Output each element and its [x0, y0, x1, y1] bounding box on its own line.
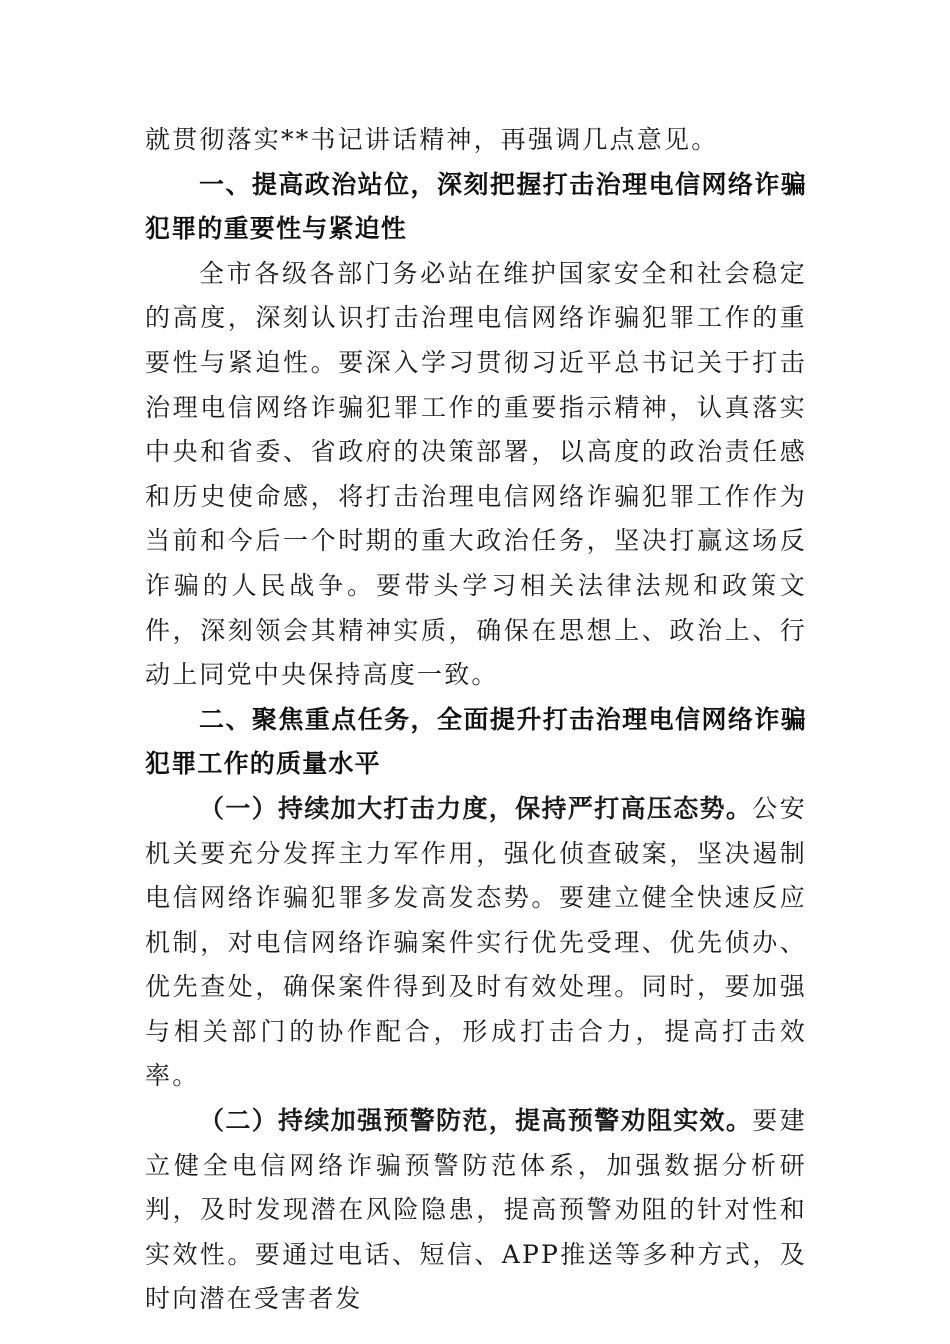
subsection-title-1: （一）持续加大打击力度，保持严打高压态势。: [199, 793, 753, 823]
section-heading-2: 二、聚焦重点任务，全面提升打击治理电信网络诈骗犯罪工作的质量水平: [145, 704, 807, 779]
paragraph-section-1: 全市各级各部门务必站在维护国家安全和社会稳定的高度，深刻认识打击治理电信网络诈骗犯罪工作的重要性与紧迫性。要深入学习贯彻习近平总书记关于打击治理电信网络诈骗犯罪工作的重要指示精神，认真落实中央和省委、省政府的决策部署，以高度的政治责任感和历史使命感，将打击治理电信网络诈骗犯罪工作作为当前和今后一个时期的重大政治任务，坚决打赢这场反诈骗的人民战争。要带头学习相关法律法规和政策文件，深刻领会其精神实质，确保在思想上、政治上、行动上同党中央保持高度一致。: [145, 258, 807, 690]
paragraph-subsection-2: [145, 1099, 807, 1322]
paragraph-intro: 就贯彻落实**书记讲话精神，再强调几点意见。: [145, 125, 719, 154]
subsection-body-1: 公安机关要充分发挥主力军作用，强化侦查破案，坚决遏制电信网络诈骗犯罪多发高发态势。要建立健全快速反应机制，对电信网络诈骗案件实行优先受理、优先侦办、优先查处，确保案件得到及时有效处理。同时，要加强与相关部门的协作配合，形成打击合力，提高打击效率。: [145, 793, 807, 1091]
document-body: [145, 118, 807, 1322]
paragraph-subsection-1: [145, 787, 807, 1099]
subsection-title-2: （二）持续加强预警防范，提高预警劝阻实效。: [199, 1106, 753, 1136]
subsection-body-2: 要建立健全电信网络诈骗预警防范体系，加强数据分析研判，及时发现潜在风险隐患，提高预警劝阻的针对性和实效性。要通过电话、短信、APP推送等多种方式，及时向潜在受害者发: [145, 1106, 807, 1314]
section-heading-1: 一、提高政治站位，深刻把握打击治理电信网络诈骗犯罪的重要性与紧迫性: [145, 169, 807, 244]
